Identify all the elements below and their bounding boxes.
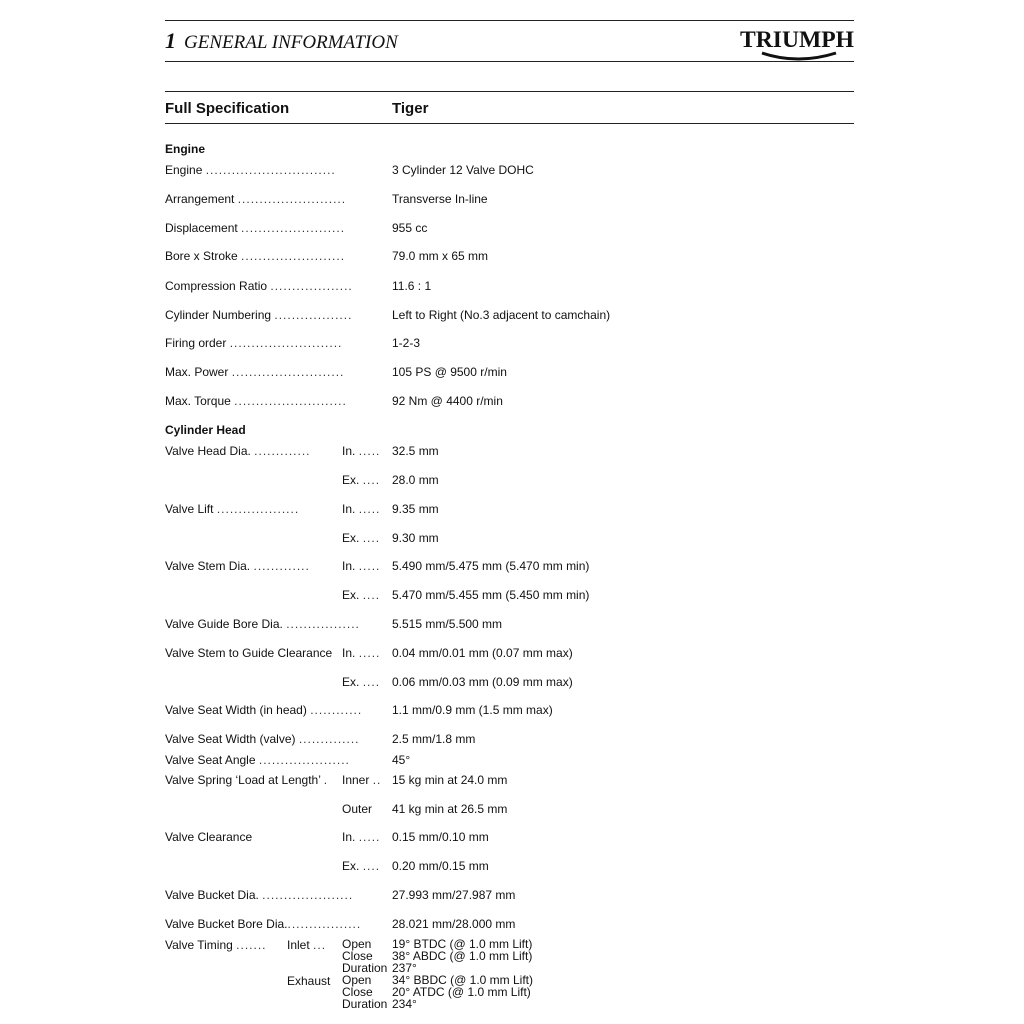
valve-timing-exhaust-value: 34° BBDC (@ 1.0 mm Lift) bbox=[392, 973, 534, 987]
engine-row-value: Transverse In-line bbox=[392, 192, 488, 206]
engine-row-value: 79.0 mm x 65 mm bbox=[392, 249, 489, 263]
seat-width-valve-label: Valve Seat Width (valve) .............. bbox=[165, 732, 360, 746]
seat-angle-value: 45° bbox=[392, 753, 411, 767]
valve-head-dia-ex-value: 28.0 mm bbox=[392, 473, 439, 487]
chapter-heading bbox=[165, 28, 398, 54]
seat-width-valve-value: 2.5 mm/1.8 mm bbox=[392, 732, 476, 746]
valve-timing-exhaust-key: Close bbox=[342, 985, 373, 999]
spring-outer-value: 41 kg min at 26.5 mm bbox=[392, 802, 508, 816]
bucket-dia-label: Valve Bucket Dia. ..................... bbox=[165, 888, 354, 902]
engine-row-value: Left to Right (No.3 adjacent to camchain) bbox=[392, 308, 611, 322]
engine-row-value: 11.6 : 1 bbox=[392, 279, 432, 293]
valve-timing-label: Valve Timing ....... bbox=[165, 938, 267, 952]
valve-clearance-ex-label: Ex. .... bbox=[342, 859, 381, 873]
valve-timing-inlet-value: 19° BTDC (@ 1.0 mm Lift) bbox=[392, 937, 533, 951]
valve-clearance-ex-value: 0.20 mm/0.15 mm bbox=[392, 859, 489, 873]
valve-stem-dia-in-label: In. ..... bbox=[342, 559, 381, 573]
valve-guide-bore-value: 5.515 mm/5.500 mm bbox=[392, 617, 503, 631]
bucket-dia-value: 27.993 mm/27.987 mm bbox=[392, 888, 516, 902]
svg-text:TRIUMPH: TRIUMPH bbox=[740, 27, 855, 52]
valve-timing-inlet-key: Open bbox=[342, 937, 372, 951]
engine-row-label: Compression Ratio ................... bbox=[165, 279, 353, 293]
header-rule bbox=[165, 61, 854, 62]
stem-guide-clearance-ex-label: Ex. .... bbox=[342, 675, 381, 689]
valve-stem-dia-ex-value: 5.470 mm/5.455 mm (5.450 mm min) bbox=[392, 588, 590, 602]
spring-inner-value: 15 kg min at 24.0 mm bbox=[392, 773, 508, 787]
valve-head-dia-label: Valve Head Dia. ............. bbox=[165, 444, 311, 458]
valve-stem-dia-ex-label: Ex. .... bbox=[342, 588, 381, 602]
engine-row-value: 105 PS @ 9500 r/min bbox=[392, 365, 507, 379]
engine-row-value: 92 Nm @ 4400 r/min bbox=[392, 394, 503, 408]
valve-timing-exhaust-key: Open bbox=[342, 973, 372, 987]
valve-timing-inlet-value: 38° ABDC (@ 1.0 mm Lift) bbox=[392, 949, 533, 963]
valve-timing-inlet-key: Close bbox=[342, 949, 373, 963]
bucket-bore-dia-label: Valve Bucket Bore Dia.................. bbox=[165, 917, 362, 931]
engine-row-value: 3 Cylinder 12 Valve DOHC bbox=[392, 163, 534, 177]
triumph-logo bbox=[738, 22, 856, 62]
valve-stem-dia-in-value: 5.490 mm/5.475 mm (5.470 mm min) bbox=[392, 559, 590, 573]
spring-outer-label: Outer bbox=[342, 802, 373, 816]
seat-width-head-label: Valve Seat Width (in head) ............ bbox=[165, 703, 363, 717]
engine-row-value: 955 cc bbox=[392, 221, 428, 235]
engine-row-label: Firing order .......................... bbox=[165, 336, 343, 350]
valve-timing-inlet-value: 237° bbox=[392, 961, 417, 975]
valve-lift-in-label: In. ..... bbox=[342, 502, 381, 516]
engine-row-label: Max. Power .......................... bbox=[165, 365, 345, 379]
valve-timing-exhaust-value: 20° ATDC (@ 1.0 mm Lift) bbox=[392, 985, 531, 999]
valve-timing-exhaust-label: Exhaust bbox=[287, 974, 331, 988]
model-name: Tiger bbox=[392, 100, 429, 117]
bucket-bore-dia-value: 28.021 mm/28.000 mm bbox=[392, 917, 516, 931]
spring-inner-label: Inner .. bbox=[342, 773, 382, 787]
valve-clearance-label: Valve Clearance bbox=[165, 830, 253, 844]
valve-timing-exhaust-key: Duration bbox=[342, 997, 388, 1011]
engine-row-label: Bore x Stroke ........................ bbox=[165, 249, 346, 263]
engine-section-title: Engine bbox=[165, 142, 206, 156]
engine-row-label: Cylinder Numbering .................. bbox=[165, 308, 353, 322]
spec-bottom-rule bbox=[165, 123, 854, 124]
top-rule bbox=[165, 20, 854, 21]
valve-timing-exhaust-value: 234° bbox=[392, 997, 417, 1011]
valve-lift-label: Valve Lift ................... bbox=[165, 502, 300, 516]
stem-guide-clearance-label: Valve Stem to Guide Clearance bbox=[165, 646, 333, 660]
spring-load-label: Valve Spring ‘Load at Length’ . bbox=[165, 773, 329, 787]
valve-head-dia-ex-label: Ex. .... bbox=[342, 473, 381, 487]
cylinder-head-section-title: Cylinder Head bbox=[165, 423, 246, 437]
engine-row-label: Displacement ........................ bbox=[165, 221, 346, 235]
engine-row-label: Arrangement ......................... bbox=[165, 192, 347, 206]
stem-guide-clearance-ex-value: 0.06 mm/0.03 mm (0.09 mm max) bbox=[392, 675, 573, 689]
engine-row-label: Engine .............................. bbox=[165, 163, 336, 177]
valve-lift-ex-value: 9.30 mm bbox=[392, 531, 439, 545]
chapter-number: 1 bbox=[165, 28, 176, 53]
valve-head-dia-in-label: In. ..... bbox=[342, 444, 381, 458]
chapter-title: GENERAL INFORMATION bbox=[184, 32, 398, 53]
engine-row-label: Max. Torque .......................... bbox=[165, 394, 347, 408]
valve-stem-dia-label: Valve Stem Dia. ............. bbox=[165, 559, 310, 573]
stem-guide-clearance-in-value: 0.04 mm/0.01 mm (0.07 mm max) bbox=[392, 646, 573, 660]
spec-top-rule bbox=[165, 91, 854, 92]
seat-angle-label: Valve Seat Angle ..................... bbox=[165, 753, 350, 767]
engine-row-value: 1-2-3 bbox=[392, 336, 421, 350]
valve-head-dia-in-value: 32.5 mm bbox=[392, 444, 439, 458]
valve-timing-inlet-label: Inlet ... bbox=[287, 938, 327, 952]
valve-lift-in-value: 9.35 mm bbox=[392, 502, 439, 516]
stem-guide-clearance-in-label: In. ..... bbox=[342, 646, 381, 660]
spec-title: Full Specification bbox=[165, 100, 290, 117]
valve-clearance-in-label: In. ..... bbox=[342, 830, 381, 844]
valve-lift-ex-label: Ex. .... bbox=[342, 531, 381, 545]
valve-clearance-in-value: 0.15 mm/0.10 mm bbox=[392, 830, 489, 844]
valve-timing-inlet-key: Duration bbox=[342, 961, 388, 975]
valve-guide-bore-label: Valve Guide Bore Dia. ................. bbox=[165, 617, 360, 631]
seat-width-head-value: 1.1 mm/0.9 mm (1.5 mm max) bbox=[392, 703, 553, 717]
